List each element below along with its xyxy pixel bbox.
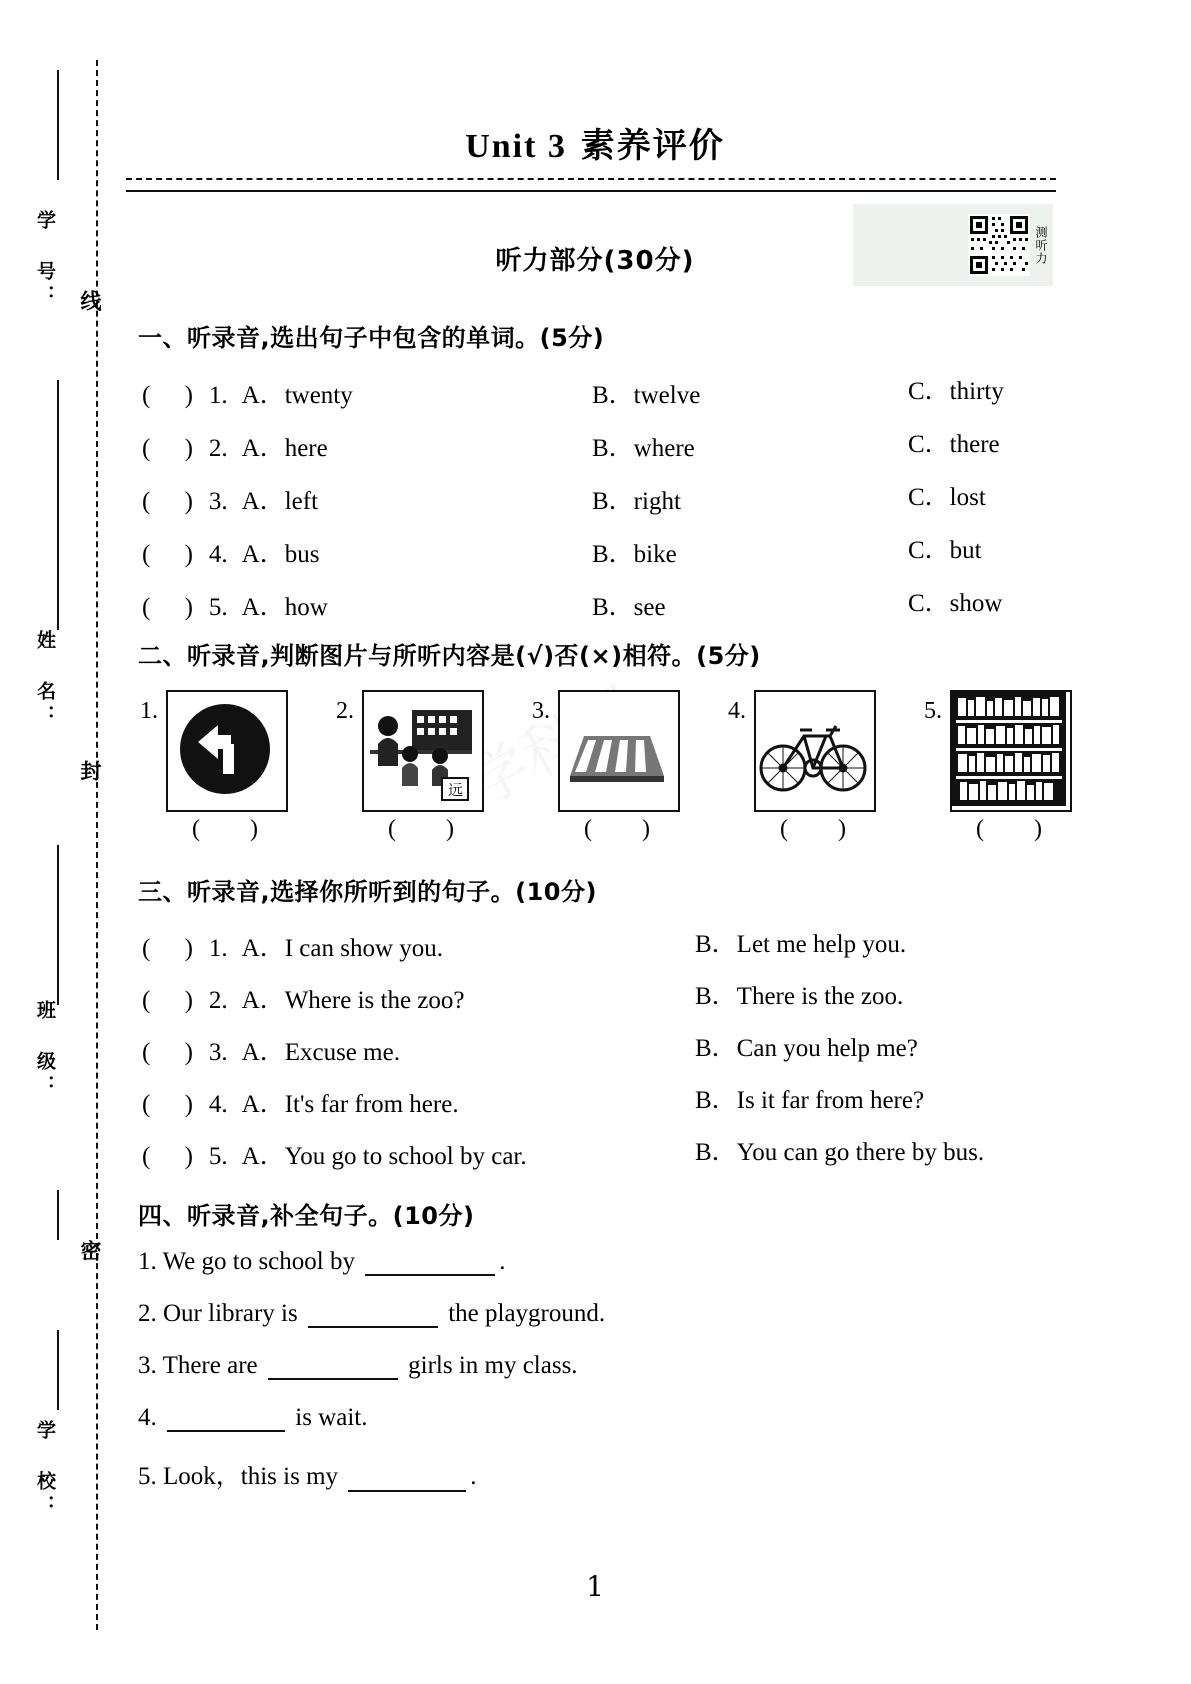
- q4-num-1: 1.: [138, 1248, 157, 1275]
- page-title-cn: 素养评价: [566, 126, 725, 166]
- q3-option-a-3[interactable]: A．Excuse me.: [241, 1039, 400, 1066]
- qr-label: 测听力: [1034, 225, 1048, 265]
- page-title: [130, 118, 1060, 167]
- q4-text-after-2: the playground.: [441, 1300, 606, 1327]
- q1-row-2[interactable]: [142, 428, 328, 464]
- q3-option-b-1[interactable]: B．Let me help you.: [695, 931, 907, 958]
- q2-answer-2[interactable]: ( ): [388, 816, 476, 842]
- crosswalk-icon: [558, 690, 680, 812]
- class-label: 班 级：: [34, 1000, 56, 1099]
- q4-row-4[interactable]: [138, 1404, 367, 1432]
- q1-answer-paren-4[interactable]: ( ): [142, 541, 207, 568]
- q1-answer-paren-1[interactable]: ( ): [142, 382, 207, 409]
- q2-answer-5[interactable]: ( ): [976, 816, 1064, 842]
- q4-text-before-5: Look，this is my: [163, 1463, 345, 1490]
- margin-rule-3: [57, 845, 59, 1005]
- q3-num-5: 5.: [208, 1143, 228, 1170]
- margin-rule-4: [57, 1190, 59, 1240]
- school-label: 学 校：: [34, 1420, 56, 1519]
- q1-answer-paren-2[interactable]: ( ): [142, 435, 207, 462]
- page-number: 1: [586, 1570, 604, 1603]
- q3-row-4[interactable]: [142, 1084, 459, 1120]
- q1-row-4[interactable]: [142, 534, 319, 570]
- q1-option-b-1[interactable]: B．twelve: [592, 382, 701, 409]
- q1-row-3[interactable]: [142, 481, 318, 517]
- q2-answer-3[interactable]: ( ): [584, 816, 672, 842]
- q3-option-b-4[interactable]: B．Is it far from here?: [695, 1087, 925, 1114]
- q1-row-1[interactable]: [142, 375, 353, 411]
- q1-option-a-1[interactable]: A．twenty: [241, 382, 353, 409]
- listening-section-title: 听力部分(30分): [495, 246, 695, 276]
- q4-blank-3[interactable]: [268, 1356, 398, 1380]
- q3-option-a-2[interactable]: A．Where is the zoo?: [241, 987, 465, 1014]
- q3-num-4: 4.: [208, 1091, 228, 1118]
- title-divider-solid: [126, 190, 1056, 192]
- q3-answer-paren-2[interactable]: ( ): [142, 987, 207, 1014]
- q2-num-3: 3.: [532, 698, 550, 724]
- q4-text-after-1: .: [499, 1248, 506, 1275]
- q3-num-2: 2.: [208, 987, 228, 1014]
- q3-option-b-2[interactable]: B．There is the zoo.: [695, 983, 904, 1010]
- q2-num-5: 5.: [924, 698, 942, 724]
- page-title-en: Unit 3: [465, 128, 567, 165]
- q3-answer-paren-4[interactable]: ( ): [142, 1091, 207, 1118]
- q3-option-a-5[interactable]: A．You go to school by car.: [241, 1143, 527, 1170]
- svg-text:远: 远: [448, 781, 464, 799]
- q2-num-1: 1.: [140, 698, 158, 724]
- exam-paper-body: [130, 0, 1191, 1684]
- q1-answer-paren-5[interactable]: ( ): [142, 594, 207, 621]
- q4-num-4: 4.: [138, 1404, 157, 1431]
- q1-option-c-3[interactable]: C．lost: [908, 484, 986, 511]
- question-1-heading: 一、听录音,选出句子中包含的单词。(5分): [138, 324, 605, 352]
- q4-num-3: 3.: [138, 1352, 157, 1379]
- seal-mark-secret: 密: [78, 1240, 102, 1265]
- q1-option-c-2[interactable]: C．there: [908, 431, 1000, 458]
- bicycle-icon: [754, 690, 876, 812]
- q4-row-5[interactable]: [138, 1456, 477, 1492]
- q4-num-2: 2.: [138, 1300, 157, 1327]
- q1-row-5[interactable]: [142, 587, 328, 623]
- answer-sheet-margin: [0, 0, 130, 1684]
- q3-answer-paren-5[interactable]: ( ): [142, 1143, 207, 1170]
- q4-blank-1[interactable]: [365, 1252, 495, 1276]
- student-id-label: 学 号：: [34, 210, 56, 309]
- q3-answer-paren-3[interactable]: ( ): [142, 1039, 207, 1066]
- q4-row-1[interactable]: [138, 1248, 505, 1276]
- q1-num-5: 5.: [208, 594, 228, 621]
- q2-picture-row: [140, 690, 1070, 860]
- title-divider-dashed: [126, 178, 1056, 180]
- q1-num-1: 1.: [208, 382, 228, 409]
- q1-num-4: 4.: [208, 541, 228, 568]
- q1-option-b-3[interactable]: B．right: [592, 488, 681, 515]
- q4-blank-4[interactable]: [167, 1408, 285, 1432]
- q3-row-1[interactable]: [142, 928, 443, 964]
- q1-option-a-5[interactable]: A．how: [241, 594, 328, 621]
- library-shelf-icon: [950, 690, 1072, 812]
- q3-answer-paren-1[interactable]: ( ): [142, 935, 207, 962]
- q4-text-after-4: is wait.: [289, 1404, 368, 1431]
- q1-option-b-4[interactable]: B．bike: [592, 541, 677, 568]
- question-4-heading: 四、听录音,补全句子。(10分): [138, 1202, 475, 1230]
- q1-option-b-2[interactable]: B．where: [592, 435, 695, 462]
- q4-text-after-3: girls in my class.: [401, 1352, 578, 1379]
- q1-option-b-5[interactable]: B．see: [592, 594, 666, 621]
- q1-option-a-4[interactable]: A．bus: [241, 541, 320, 568]
- seal-mark-seal: 封: [78, 760, 102, 785]
- margin-rule-2: [57, 380, 59, 630]
- q4-blank-5[interactable]: [348, 1468, 466, 1492]
- q4-blank-2[interactable]: [308, 1304, 438, 1328]
- q1-option-a-3[interactable]: A．left: [241, 488, 319, 515]
- q3-num-3: 3.: [208, 1039, 228, 1066]
- q1-num-3: 3.: [208, 488, 228, 515]
- q1-option-c-1[interactable]: C．thirty: [908, 378, 1004, 405]
- q4-row-2[interactable]: [138, 1300, 605, 1328]
- student-name-label: 姓 名：: [34, 630, 56, 729]
- q2-answer-4[interactable]: ( ): [780, 816, 868, 842]
- q2-num-2: 2.: [336, 698, 354, 724]
- q3-option-b-5[interactable]: B．You can go there by bus.: [695, 1139, 985, 1166]
- q2-answer-1[interactable]: ( ): [192, 816, 280, 842]
- q3-row-2[interactable]: [142, 980, 464, 1016]
- margin-rule-1: [57, 70, 59, 180]
- q1-option-a-2[interactable]: A．here: [241, 435, 328, 462]
- q4-text-before-3: There are: [162, 1352, 264, 1379]
- q3-row-5[interactable]: [142, 1136, 527, 1172]
- children-scene-icon: [362, 690, 484, 812]
- question-3-heading: 三、听录音,选择你所听到的句子。(10分): [138, 878, 597, 906]
- q4-row-3[interactable]: [138, 1352, 578, 1380]
- q1-answer-paren-3[interactable]: ( ): [142, 488, 207, 515]
- q4-text-before-1: We go to school by: [162, 1248, 362, 1275]
- q3-option-b-3[interactable]: B．Can you help me?: [695, 1035, 918, 1062]
- q3-option-a-1[interactable]: A．I can show you.: [241, 935, 444, 962]
- seal-mark-line: 线: [78, 290, 102, 315]
- turn-left-sign-icon: [166, 690, 288, 812]
- q1-option-c-4[interactable]: C．but: [908, 537, 982, 564]
- q3-row-3[interactable]: [142, 1032, 400, 1068]
- margin-rule-5: [57, 1330, 59, 1410]
- q4-text-before-2: Our library is: [163, 1300, 304, 1327]
- q4-text-after-5: .: [470, 1463, 477, 1490]
- q2-num-4: 4.: [728, 698, 746, 724]
- q4-num-5: 5.: [138, 1463, 157, 1490]
- q1-num-2: 2.: [208, 435, 228, 462]
- q1-option-c-5[interactable]: C．show: [908, 590, 1003, 617]
- question-2-heading: 二、听录音,判断图片与所听内容是(√)否(×)相符。(5分): [138, 642, 761, 670]
- q3-num-1: 1.: [208, 935, 228, 962]
- q3-option-a-4[interactable]: A．It's far from here.: [241, 1091, 459, 1118]
